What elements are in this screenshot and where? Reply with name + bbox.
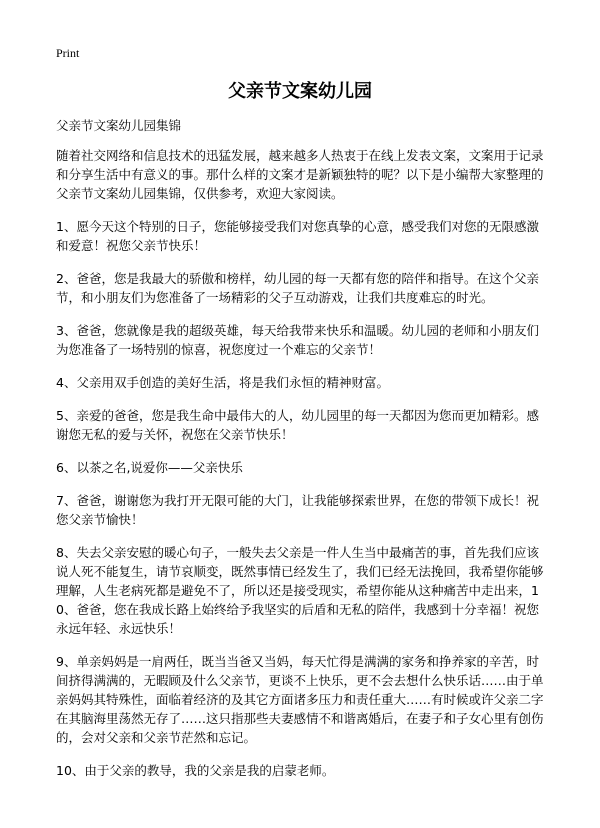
list-item: 7、爸爸，谢谢您为我打开无限可能的大门，让我能够探索世界，在您的带领下成长！祝您父亲节愉快！	[56, 493, 539, 527]
list-item: 1、愿今天这个特别的日子，您能够接受我们对您真挚的心意，感受我们对您的无限感激和爱意！祝您父亲节快乐！	[56, 219, 539, 253]
list-item: 8、失去父亲安慰的暖心句子，一般失去父亲是一件人生当中最痛苦的事，首先我们应该说人死不能复生，请节哀顺变，既然事情已经发生了，我们已经无法挽回，我希望你能够理解，人生老病死都是避免不了，所以还是接受现实，希望你能从这种痛苦中走出来，10、爸爸，您在我成长路上始终给予我坚实的后盾和无私的陪伴，我感到十分幸福！祝您永远年轻、永远快乐！	[56, 545, 544, 636]
document-subtitle: 父亲节文案幼儿园集锦	[56, 118, 182, 133]
document-title: 父亲节文案幼儿园	[228, 81, 372, 102]
intro-paragraph: 随着社交网络和信息技术的迅猛发展，越来越多人热衷于在线上发表文案，文案用于记录和分享生活中有意义的事。那什么样的文案才是新颖独特的呢？以下是小编帮大家整理的父亲节文案幼儿园集锦，仅供参考，欢迎大家阅读。	[56, 148, 544, 201]
list-item: 10、由于父亲的教导，我的父亲是我的启蒙老师。	[56, 763, 335, 778]
list-item: 6、以茶之名,说爱你——父亲快乐	[56, 460, 243, 475]
list-item: 4、父亲用双手创造的美好生活，将是我们永恒的精神财富。	[56, 375, 389, 390]
list-item: 3、爸爸，您就像是我的超级英雄，每天给我带来快乐和温暖。幼儿园的老师和小朋友们为您准备了一场特别的惊喜，祝您度过一个难忘的父亲节！	[56, 323, 539, 357]
print-link[interactable]: Print	[56, 46, 80, 60]
list-item: 9、单亲妈妈是一肩两任，既当当爸又当妈，每天忙得是满满的家务和挣养家的辛苦，时间挤得满满的，无暇顾及什么父亲节，更谈不上快乐，更不会去想什么快乐话……由于单亲妈妈其特殊性，面临着经济的及其它方面诸多压力和责任重大……有时候或许父亲二字在其脑海里荡然无存了……这只指那些夫妻感情不和谐离婚后，在妻子和子女心里有创伤的，会对父亲和父亲节茫然和忘记。	[56, 654, 544, 745]
list-item: 5、亲爱的爸爸，您是我生命中最伟大的人，幼儿园里的每一天都因为您而更加精彩。感谢您无私的爱与关怀，祝您在父亲节快乐！	[56, 408, 539, 442]
document-body	[56, 116, 550, 794]
list-item: 2、爸爸，您是我最大的骄傲和榜样，幼儿园的每一天都有您的陪伴和指导。在这个父亲节，和小朋友们为您准备了一场精彩的父子互动游戏，让我们共度难忘的时光。	[56, 271, 539, 305]
